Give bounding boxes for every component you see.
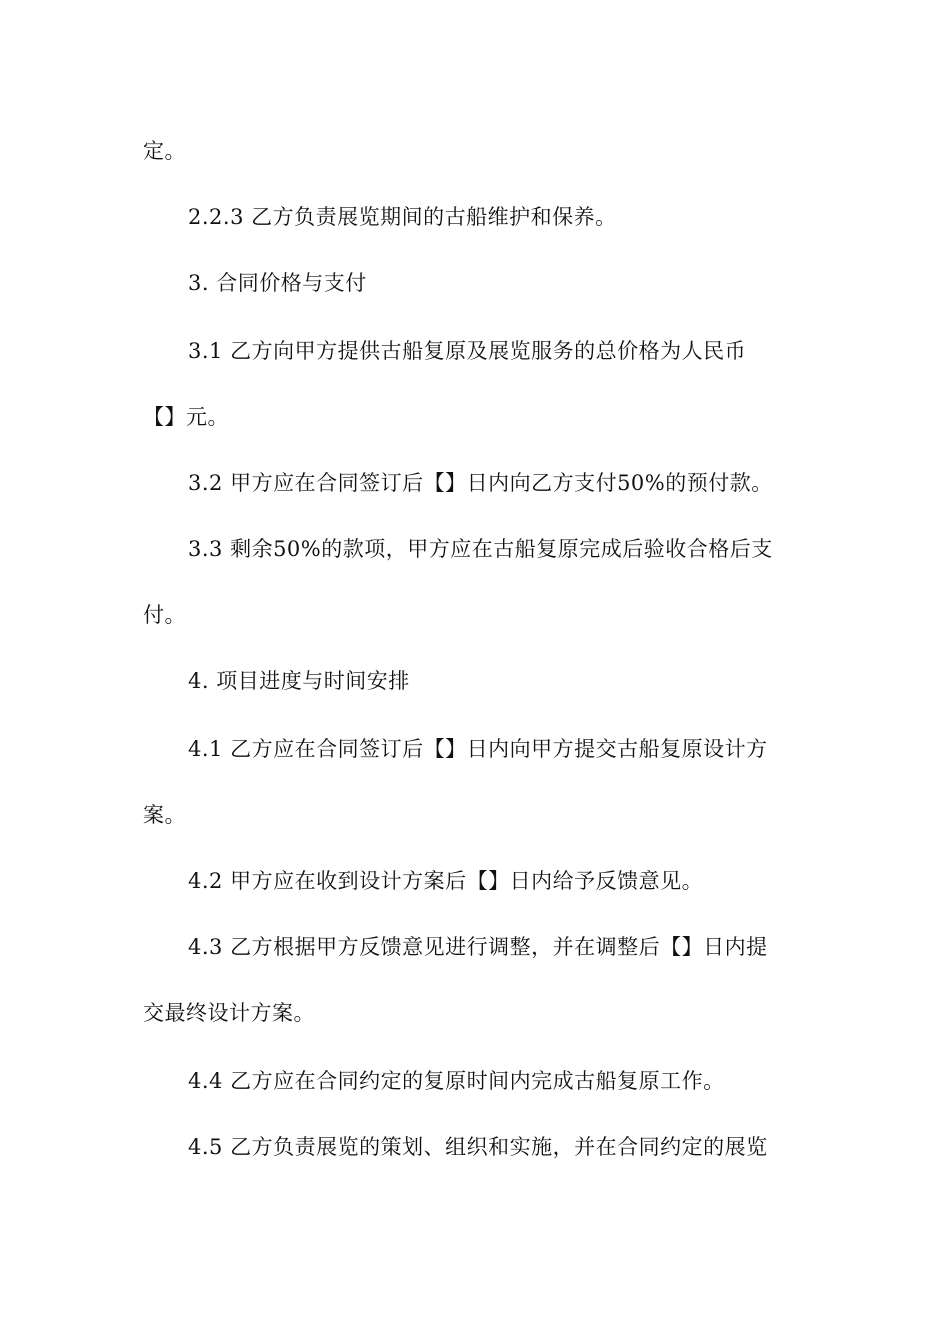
text-line: 案。 <box>143 803 186 827</box>
clause-3-1: 3.1 乙方向甲方提供古船复原及展览服务的总价格为人民币 <box>188 339 747 363</box>
clause-4-5: 4.5 乙方负责展览的策划、组织和实施，并在合同约定的展览 <box>188 1135 768 1159</box>
clause-4-3: 4.3 乙方根据甲方反馈意见进行调整，并在调整后【】日内提 <box>188 935 768 959</box>
clause-4-2: 4.2 甲方应在收到设计方案后【】日内给予反馈意见。 <box>188 869 704 893</box>
text-line: 付。 <box>143 603 186 627</box>
clause-3-2: 3.2 甲方应在合同签订后【】日内向乙方支付50%的预付款。 <box>188 471 773 495</box>
clause-4-1: 4.1 乙方应在合同签订后【】日内向甲方提交古船复原设计方 <box>188 737 768 761</box>
clause-2-2-3: 2.2.3 乙方负责展览期间的古船维护和保养。 <box>188 205 617 229</box>
section-heading-4: 4. 项目进度与时间安排 <box>188 669 410 693</box>
clause-3-3: 3.3 剩余50%的款项，甲方应在古船复原完成后验收合格后支 <box>188 537 773 561</box>
text-line: 定。 <box>143 139 186 163</box>
section-heading-3: 3. 合同价格与支付 <box>188 271 367 295</box>
text-line: 交最终设计方案。 <box>143 1001 315 1025</box>
text-line: 【】元。 <box>143 405 229 429</box>
clause-4-4: 4.4 乙方应在合同约定的复原时间内完成古船复原工作。 <box>188 1069 725 1093</box>
